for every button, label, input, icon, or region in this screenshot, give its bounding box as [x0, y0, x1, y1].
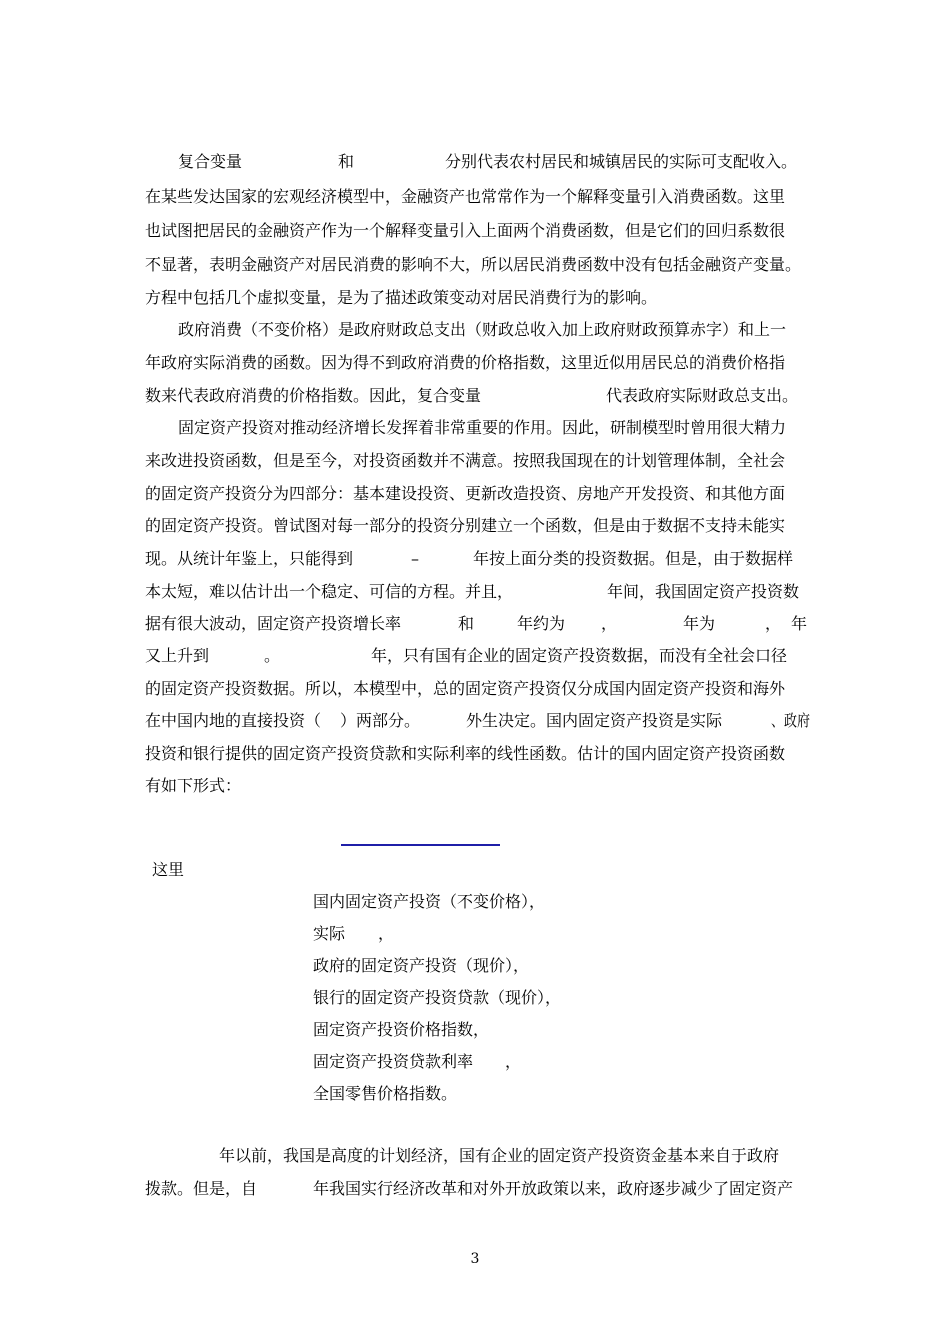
definition-item-tail: ， [505, 1052, 522, 1071]
definitions-intro: 这里 [152, 860, 185, 879]
text-line: 和 [338, 152, 355, 171]
text-line: 的固定资产投资。曾试图对每一部分的投资分别建立一个函数，但是由于数据不支持未能实 [145, 516, 786, 535]
text-line: 年政府实际消费的函数。因为得不到政府消费的价格指数，这里近似用居民总的消费价格指 [145, 353, 786, 372]
definition-item: 政府的固定资产投资（现价）， [313, 956, 530, 975]
text-line: 和 [458, 614, 475, 633]
text-line: 年以前，我国是高度的计划经济，国有企业的固定资产投资资金基本来自于政府 [219, 1146, 780, 1165]
text-line: 年按上面分类的投资数据。但是，由于数据样 [473, 549, 794, 568]
text-line: ， [765, 614, 782, 633]
text-line: 现。从统计年鉴上，只能得到 [145, 549, 354, 568]
text-line: 年我国实行经济改革和对外开放政策以来，政府逐步减少了固定资产 [313, 1179, 794, 1198]
text-line: 不显著，表明金融资产对居民消费的影响不大，所以居民消费函数中没有包括金融资产变量。 [145, 255, 802, 274]
equation-underline [341, 844, 500, 846]
text-line: 年间，我国固定资产投资数 [607, 582, 800, 601]
definition-item: 银行的固定资产投资贷款（现价）， [313, 988, 562, 1007]
text-line: 代表政府实际财政总支出。 [606, 386, 799, 405]
text-line: 来改进投资函数，但是至今，对投资函数并不满意。按照我国现在的计划管理体制，全社会 [145, 451, 786, 470]
text-line: 在中国内地的直接投资（ [145, 711, 322, 730]
definition-item-tail: ， [378, 924, 395, 943]
text-line: 、政府 [771, 711, 810, 730]
text-line: – [411, 549, 419, 568]
text-line: 投资和银行提供的固定资产投资贷款和实际利率的线性函数。估计的国内固定资产投资函数 [145, 744, 786, 763]
text-line: 数来代表政府消费的价格指数。因此，复合变量 [145, 386, 482, 405]
text-line: 又上升到 [145, 646, 210, 665]
text-line: 固定资产投资对推动经济增长发挥着非常重要的作用。因此，研制模型时曾用很大精力 [178, 418, 787, 437]
text-line: 的固定资产投资数据。所以，本模型中，总的固定资产投资仅分成国内固定资产投资和海外 [145, 679, 786, 698]
text-line: 有如下形式： [145, 776, 242, 795]
text-line: 年为 [683, 614, 716, 633]
text-line: 政府消费（不变价格）是政府财政总支出（财政总收入加上政府财政预算赤字）和上一 [178, 320, 787, 339]
definition-item: 国内固定资产投资（不变价格）， [313, 892, 546, 911]
text-line: 也试图把居民的金融资产作为一个解释变量引入上面两个消费函数，但是它们的回归系数很 [145, 221, 786, 240]
text-line: 外生决定。国内固定资产投资是实际 [466, 711, 723, 730]
definition-item: 实际 [313, 924, 346, 943]
definition-item: 固定资产投资贷款利率 [313, 1052, 474, 1071]
text-line: 在某些发达国家的宏观经济模型中，金融资产也常常作为一个解释变量引入消费函数。这里 [145, 187, 786, 206]
definition-item: 全国零售价格指数。 [313, 1084, 458, 1103]
text-line: ）两部分。 [340, 711, 421, 730]
text-line: 年 [791, 614, 808, 633]
text-line: 分别代表农村居民和城镇居民的实际可支配收入。 [445, 152, 798, 171]
text-line: 年，只有国有企业的固定资产投资数据，而没有全社会口径 [371, 646, 788, 665]
text-line: 年约为 [517, 614, 566, 633]
text-line: 复合变量 [178, 152, 243, 171]
text-line: 的固定资产投资分为四部分：基本建设投资、更新改造投资、房地产开发投资、和其他方面 [145, 484, 786, 503]
definition-item: 固定资产投资价格指数， [313, 1020, 490, 1039]
text-line: 。 [264, 646, 281, 665]
text-line: 拨款。但是，自 [145, 1179, 258, 1198]
page-number: 3 [470, 1251, 480, 1267]
text-line: 据有很大波动，固定资产投资增长率 [145, 614, 402, 633]
text-line: ， [601, 614, 618, 633]
text-line: 方程中包括几个虚拟变量，是为了描述政策变动对居民消费行为的影响。 [145, 288, 658, 307]
text-line: 本太短，难以估计出一个稳定、可信的方程。并且， [145, 582, 514, 601]
